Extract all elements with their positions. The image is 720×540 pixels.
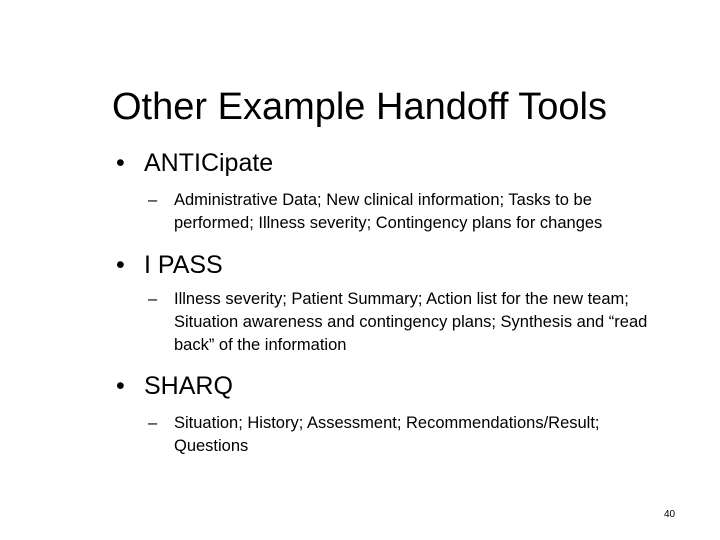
bullet-label: ANTICipate (144, 149, 274, 177)
bullet-item-anticipate (116, 148, 273, 178)
bullet-label: I PASS (144, 251, 223, 279)
sub-item-text: Situation; History; Assessment; Recommendations/Result; Questions (174, 414, 600, 455)
bullet-icon: • (116, 372, 125, 400)
sub-item-text: Administrative Data; New clinical information; Tasks to be performed; Illness severity; Contingency plans for changes (174, 191, 603, 232)
page-number: 40 (664, 509, 676, 520)
sub-item-anticipate (148, 189, 668, 235)
bullet-icon: • (116, 251, 125, 279)
slide-title: Other Example Handoff Tools (112, 86, 607, 128)
dash-icon: – (148, 290, 158, 308)
sub-item-sharq (148, 412, 668, 458)
sub-item-ipass (148, 288, 668, 357)
dash-icon: – (148, 191, 158, 209)
dash-icon: – (148, 414, 158, 432)
sub-item-text: Illness severity; Patient Summary; Action list for the new team; Situation awareness and contingency plans; Synthesis and “read back” of the information (174, 290, 648, 354)
bullet-label: SHARQ (144, 372, 233, 400)
bullet-icon: • (116, 149, 125, 177)
bullet-item-sharq (116, 371, 233, 401)
bullet-item-ipass (116, 250, 223, 280)
